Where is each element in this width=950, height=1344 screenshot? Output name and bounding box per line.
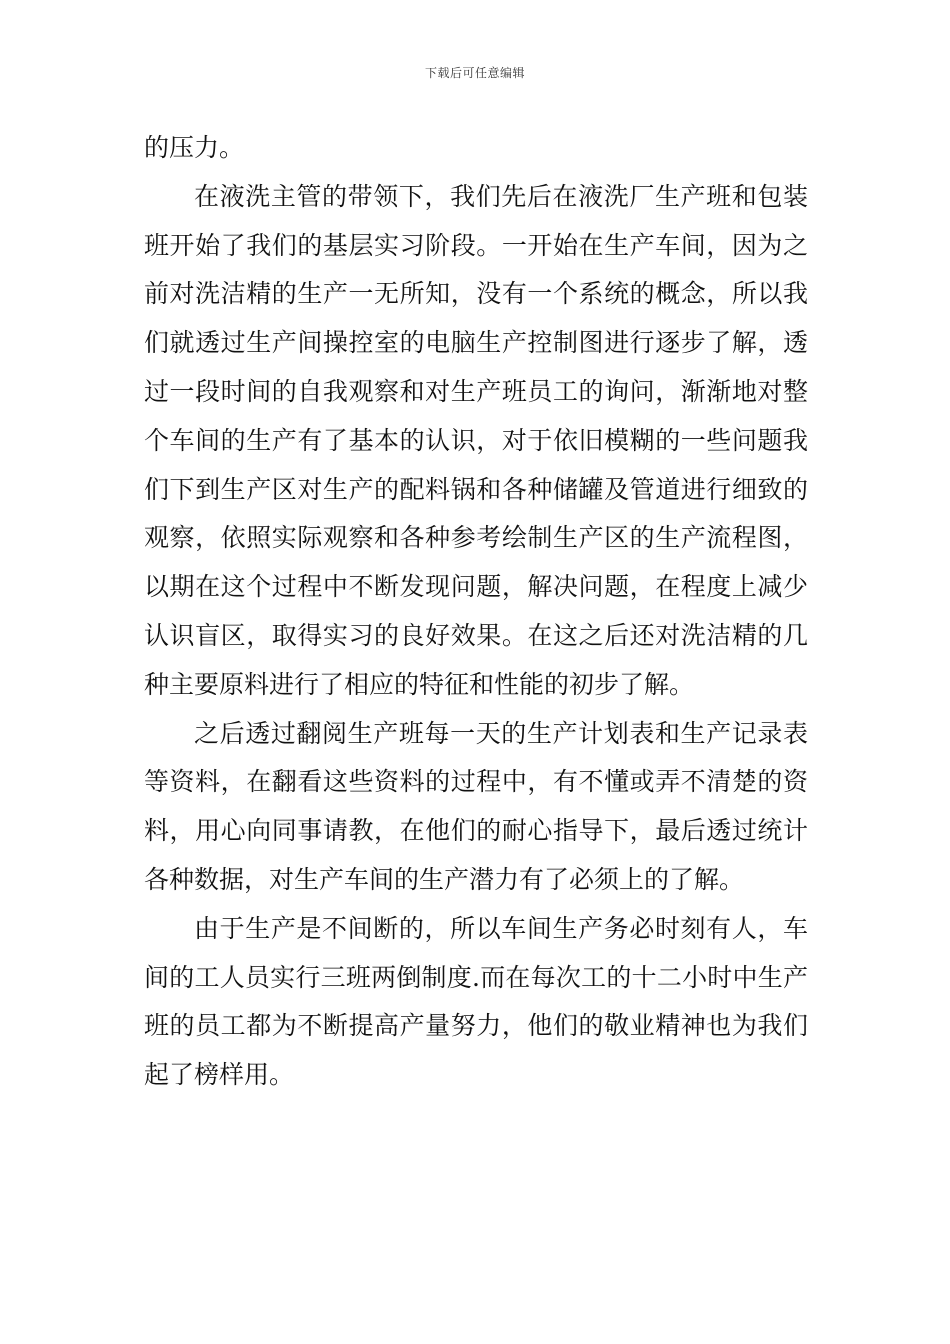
page-header: 下载后可任意编辑 (424, 66, 525, 80)
paragraph-1: 在液洗主管的带领下，我们先后在液洗厂生产班和包装班开始了我们的基层实习阶段。一开始在生产车间，因为之前对洗洁精的生产一无所知，没有一个系统的概念，所以我们就透过生产间操控室的电脑生产控制图进行逐步了解，透过一段时间的自我观察和对生产班员工的询问，渐渐地对整个车间的生产有了基本的认识，对于依旧模糊的一些问题我们下到生产区对生产的配料锅和各种储罐及管道进行细致的观察，依照实际观察和各种参考绘制生产区的生产流程图，以期在这个过程中不断发现问题，解决问题，在程度上减少认识盲区，取得实习的良好效果。在这之后还对洗洁精的几种主要原料进行了相应的特征和性能的初步了解。 (144, 181, 808, 699)
paragraph-3: 由于生产是不间断的，所以车间生产务必时刻有人，车间的工人员实行三班两倒制度.而在每次工的十二小时中生产班的员工都为不断提高产量努力，他们的敬业精神也为我们起了榜样用。 (144, 913, 808, 1090)
paragraph-continuation: 的压力。 (144, 133, 245, 162)
document-body (144, 124, 808, 1100)
paragraph-2: 之后透过翻阅生产班每一天的生产计划表和生产记录表等资料，在翻看这些资料的过程中，有不懂或弄不清楚的资料，用心向同事请教，在他们的耐心指导下，最后透过统计各种数据，对生产车间的生产潜力有了必须上的了解。 (144, 718, 808, 894)
